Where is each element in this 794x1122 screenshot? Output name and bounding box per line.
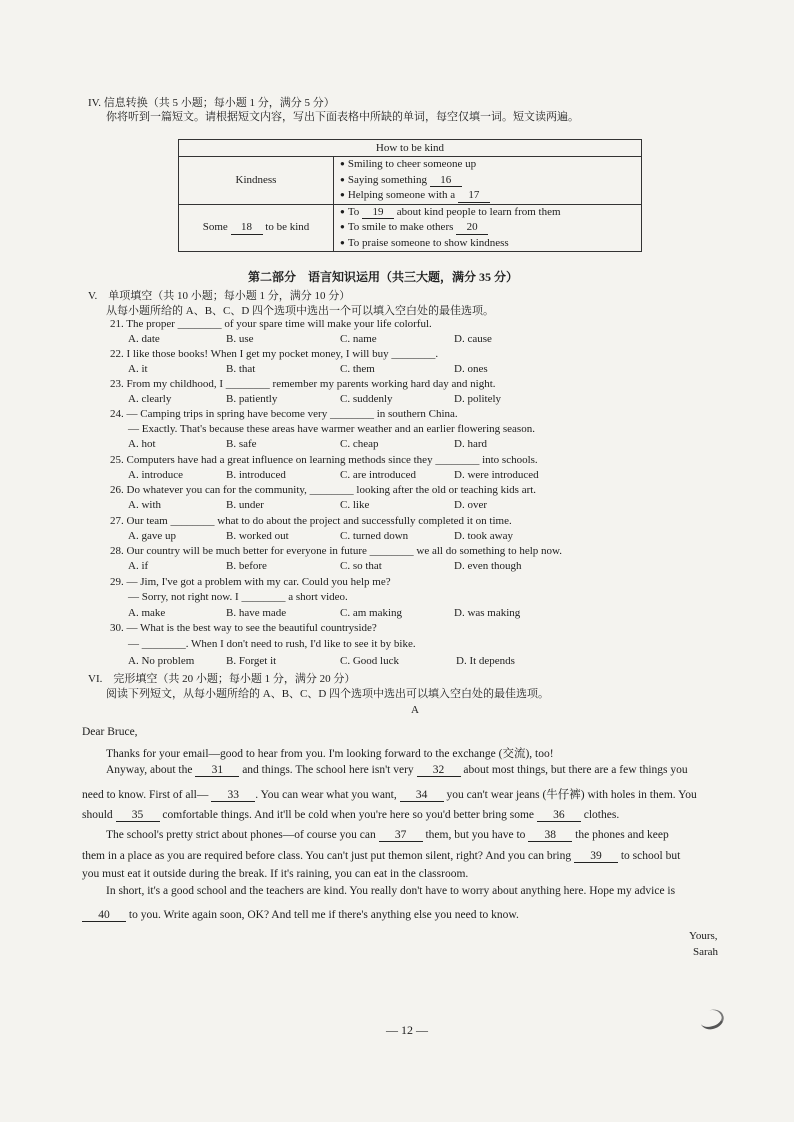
section-5-instructions: 从每小题所给的 A、B、C、D 四个选项中选出一个可以填入空白处的最佳选项。: [106, 305, 495, 317]
option-30-a[interactable]: A. No problem: [128, 655, 195, 667]
question-27: 27. Our team ________ what to do about the project and successfully completed it on time.: [110, 515, 512, 527]
bullet-icon: ●: [340, 237, 345, 247]
option-21-b[interactable]: B. use: [226, 333, 254, 345]
blank-35[interactable]: 35: [116, 809, 160, 822]
option-22-d[interactable]: D. ones: [454, 363, 488, 375]
option-28-a[interactable]: A. if: [128, 560, 149, 572]
option-21-a[interactable]: A. date: [128, 333, 160, 345]
blank-32[interactable]: 32: [417, 764, 461, 777]
option-29-d[interactable]: D. was making: [454, 607, 521, 619]
option-23-b[interactable]: B. patiently: [226, 393, 278, 405]
blank-37[interactable]: 37: [379, 829, 423, 842]
option-22-b[interactable]: B. that: [226, 363, 256, 375]
section-4-instructions: 你将听到一篇短文。请根据短文内容，写出下面表格中所缺的单词，每空仅填一词。短文读两遍。: [106, 111, 579, 123]
part-2-title: 第二部分 语言知识运用（共三大题，满分 35 分）: [248, 270, 519, 284]
letter-paragraph-1: Thanks for your email—good to hear from you. I'm looking forward to the exchange (交流), too!: [106, 748, 554, 760]
option-28-c[interactable]: C. so that: [340, 560, 382, 572]
option-29-a[interactable]: A. make: [128, 607, 166, 619]
blank-39[interactable]: 39: [574, 850, 618, 863]
table-row2-label: Some 18 to be kind: [179, 204, 334, 252]
option-25-d[interactable]: D. were introduced: [454, 469, 539, 481]
page-number: — 12 —: [386, 1023, 428, 1037]
bullet-icon: ●: [340, 190, 345, 199]
option-27-d[interactable]: D. took away: [454, 530, 513, 542]
option-22-a[interactable]: A. it: [128, 363, 148, 375]
option-21-c[interactable]: C. name: [340, 333, 377, 345]
letter-closing: Yours,: [689, 930, 718, 942]
list-item: ● To praise someone to show kindness: [340, 236, 509, 249]
option-30-d[interactable]: D. It depends: [456, 655, 515, 667]
list-item: ● Smiling to cheer someone up: [340, 158, 477, 170]
section-6-instructions: 阅读下列短文，从每小题所给的 A、B、C、D 四个选项中选出可以填入空白处的最佳选项。: [106, 688, 550, 700]
option-24-b[interactable]: B. safe: [226, 438, 257, 450]
option-27-b[interactable]: B. worked out: [226, 530, 289, 542]
list-item: ● Saying something 16: [340, 173, 635, 189]
question-26: 26. Do whatever you can for the community, ________ looking after the old or teaching kids art.: [110, 484, 537, 496]
letter-paragraph-3-line-1: The school's pretty strict about phones—of course you can 37 them, but you have to 38 the phones and keep: [106, 829, 669, 841]
info-table: [178, 139, 642, 252]
blank-34[interactable]: 34: [400, 789, 444, 802]
blank-18[interactable]: 18: [231, 222, 263, 235]
blank-36[interactable]: 36: [537, 809, 581, 822]
bullet-icon: ●: [340, 222, 345, 231]
option-30-c[interactable]: C. Good luck: [340, 655, 399, 667]
list-item: ● To 19 about kind people to learn from them: [340, 205, 561, 218]
option-25-a[interactable]: A. introduce: [128, 469, 183, 481]
bullet-icon: ●: [340, 206, 345, 216]
option-26-a[interactable]: A. with: [128, 499, 161, 511]
blank-38[interactable]: 38: [528, 829, 572, 842]
option-21-d[interactable]: D. cause: [454, 333, 492, 345]
blank-31[interactable]: 31: [195, 764, 239, 777]
question-21: 21. The proper ________ of your spare time will make your life colorful.: [110, 318, 432, 330]
option-23-a[interactable]: A. clearly: [128, 393, 172, 405]
list-item: ● To smile to make others 20: [340, 220, 635, 236]
section-5-title: V. 单项填空（共 10 小题；每小题 1 分，满分 10 分）: [88, 290, 351, 302]
option-27-c[interactable]: C. turned down: [340, 530, 409, 542]
option-25-c[interactable]: C. are introduced: [340, 469, 417, 481]
question-24-reply: — Exactly. That's because these areas have warmer weather and an earlier flowering season.: [128, 423, 535, 435]
option-24-c[interactable]: C. cheap: [340, 438, 379, 450]
table-row2-items: [334, 204, 642, 252]
option-30-b[interactable]: B. Forget it: [226, 655, 277, 667]
letter-paragraph-2-line-1: Anyway, about the 31 and things. The school here isn't very 32 about most things, but there are a few things you: [106, 764, 688, 776]
question-22: 22. I like those books! When I get my pocket money, I will buy ________.: [110, 348, 439, 360]
table-row1-items: [334, 157, 642, 205]
letter-greeting: Dear Bruce,: [82, 726, 138, 738]
table-header: How to be kind: [179, 140, 642, 157]
bullet-icon: ●: [340, 174, 345, 184]
blank-33[interactable]: 33: [211, 789, 255, 802]
option-28-b[interactable]: B. before: [226, 560, 267, 572]
blank-40[interactable]: 40: [82, 909, 126, 922]
question-29: 29. — Jim, I've got a problem with my car. Could you help me?: [110, 576, 391, 588]
question-29-reply: — Sorry, not right now. I ________ a short video.: [128, 591, 348, 603]
option-26-c[interactable]: C. like: [340, 499, 370, 511]
letter-paragraph-2-line-2: need to know. First of all— 33 . You can wear what you want, 34 you can't wear jeans (牛仔裤) with holes in them. You: [82, 789, 697, 801]
option-27-a[interactable]: A. gave up: [128, 530, 176, 542]
section-4-title: IV. 信息转换（共 5 小题；每小题 1 分，满分 5 分）: [88, 97, 335, 109]
option-24-d[interactable]: D. hard: [454, 438, 487, 450]
blank-16[interactable]: 16: [430, 175, 462, 188]
option-29-b[interactable]: B. have made: [226, 607, 287, 619]
letter-paragraph-3-line-2: them in a place as you are required before class. You can't just put themon silent, right? And you can bring 39 to school but: [82, 850, 681, 862]
letter-paragraph-4-line-1: In short, it's a good school and the teachers are kind. You really don't have to worry about anything here. Hope my advice is: [106, 885, 676, 897]
blank-20[interactable]: 20: [456, 222, 488, 235]
option-24-a[interactable]: A. hot: [128, 438, 156, 450]
ink-smudge: [697, 1006, 726, 1032]
option-22-c[interactable]: C. them: [340, 363, 375, 375]
blank-17[interactable]: 17: [458, 190, 490, 203]
question-23: 23. From my childhood, I ________ remember my parents working hard day and night.: [110, 378, 496, 390]
list-item: ● Helping someone with a 17: [340, 188, 635, 204]
option-25-b[interactable]: B. introduced: [226, 469, 286, 481]
option-26-d[interactable]: D. over: [454, 499, 487, 511]
option-26-b[interactable]: B. under: [226, 499, 264, 511]
option-23-c[interactable]: C. suddenly: [340, 393, 393, 405]
option-29-c[interactable]: C. am making: [340, 607, 403, 619]
question-25: 25. Computers have had a great influence on learning methods since they ________ into schools.: [110, 454, 538, 466]
question-24: 24. — Camping trips in spring have become very ________ in southern China.: [110, 408, 458, 420]
option-28-d[interactable]: D. even though: [454, 560, 522, 572]
question-30-reply: — ________. When I don't need to rush, I'd like to see it by bike.: [128, 638, 416, 650]
option-23-d[interactable]: D. politely: [454, 393, 502, 405]
letter-paragraph-4-line-2: 40 to you. Write again soon, OK? And tell me if there's anything else you need to know.: [82, 909, 519, 922]
letter-signature: Sarah: [693, 946, 719, 958]
passage-label: A: [411, 704, 419, 716]
letter-paragraph-3-line-3: you must eat it outside during the break. If it's raining, you can eat in the classroom.: [82, 868, 469, 880]
bullet-icon: ●: [340, 159, 345, 168]
section-6-title: VI. 完形填空（共 20 小题；每小题 1 分，满分 20 分）: [88, 673, 356, 685]
letter-paragraph-2-line-3: should 35 comfortable things. And it'll be cold when you're here so you'd better bring some 36 clothes.: [82, 809, 620, 821]
table-row1-label: Kindness: [179, 157, 334, 205]
blank-19[interactable]: 19: [362, 207, 394, 220]
question-28: 28. Our country will be much better for everyone in future ________ we all do something to help now.: [110, 545, 563, 557]
question-30: 30. — What is the best way to see the beautiful countryside?: [110, 622, 377, 634]
